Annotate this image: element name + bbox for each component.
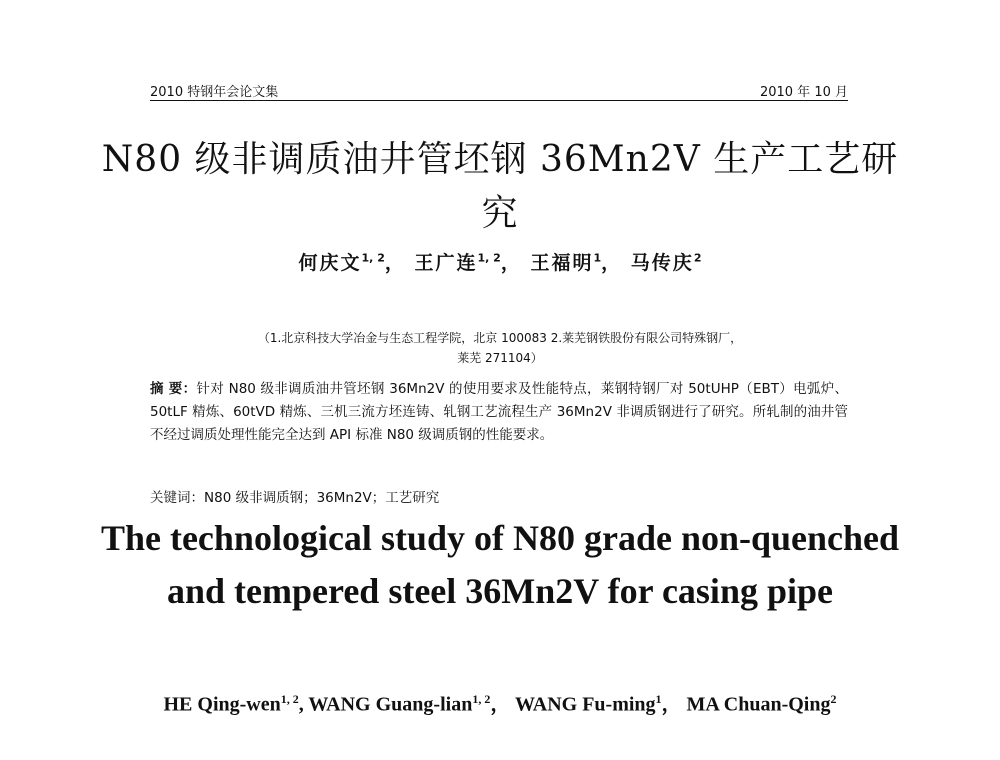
header-proceedings: 2010 特钢年会论文集 <box>150 85 279 100</box>
author-en: MA Chuan-Qing <box>686 693 831 716</box>
author-cn-affil: 1, 2 <box>477 251 501 265</box>
keywords <box>150 486 848 506</box>
affiliation-line: 莱芜 271104） <box>457 351 543 365</box>
author-en-affil: 2 <box>830 692 837 706</box>
author-en-sep: ， <box>490 693 515 716</box>
author-en-sep: ， <box>661 693 687 716</box>
author-en: HE Qing-wen <box>163 693 281 716</box>
author-cn-sep: ， <box>601 252 623 274</box>
keywords-label: 关键词： <box>150 490 204 506</box>
author-en-affil: 1 <box>655 692 662 706</box>
author-cn-affil: 1 <box>593 251 602 265</box>
author-en-affil: 1, 2 <box>472 692 491 706</box>
author-cn-affil: 1, 2 <box>361 251 385 265</box>
author-cn: 何庆文 <box>298 252 362 274</box>
author-en: WANG Guang-lian <box>308 693 473 716</box>
authors-chinese <box>0 248 1000 275</box>
abstract-label: 摘 要： <box>150 381 197 397</box>
title-english: The technological study of N80 grade non-quenched and tempered steel 36Mn2V for casing pipe <box>100 518 900 611</box>
author-en: WANG Fu-ming <box>514 693 656 716</box>
title-chinese: N80 级非调质油井管坯钢 36Mn2V 生产工艺研究 <box>101 139 899 234</box>
author-cn: 王福明 <box>530 252 594 274</box>
author-cn-sep: ， <box>384 252 406 274</box>
affiliations <box>100 328 900 368</box>
author-en-affil: 1, 2 <box>280 692 299 706</box>
author-cn: 马传庆 <box>630 252 694 274</box>
abstract <box>150 378 848 447</box>
affiliation-line: （1.北京科技大学冶金与生态工程学院，北京 100083 2.莱芜钢铁股份有限公司特殊钢厂， <box>257 331 743 345</box>
author-cn-affil: 2 <box>693 251 702 265</box>
author-en-sep: , <box>298 693 309 716</box>
author-cn: 王广连 <box>414 252 478 274</box>
authors-english <box>120 672 880 732</box>
header-date: 2010 年 10 月 <box>759 85 848 100</box>
abstract-text: 针对 N80 级非调质油井管坯钢 36Mn2V 的使用要求及性能特点，莱钢特钢厂对 50tUHP（EBT）电弧炉、50tLF 精炼、60tVD 精炼、三机三流方坯连铸、轧钢工艺流程生产 36Mn2V 非调质钢进行了研究。所轧制的油井管不经过调质处理性能完全达到 API 标准 N80 级调质钢的性能要求。 <box>150 381 849 443</box>
running-header <box>150 76 848 101</box>
keywords-text: N80 级非调质钢；36Mn2V；工艺研究 <box>204 490 440 506</box>
author-cn-sep: ， <box>500 252 522 274</box>
